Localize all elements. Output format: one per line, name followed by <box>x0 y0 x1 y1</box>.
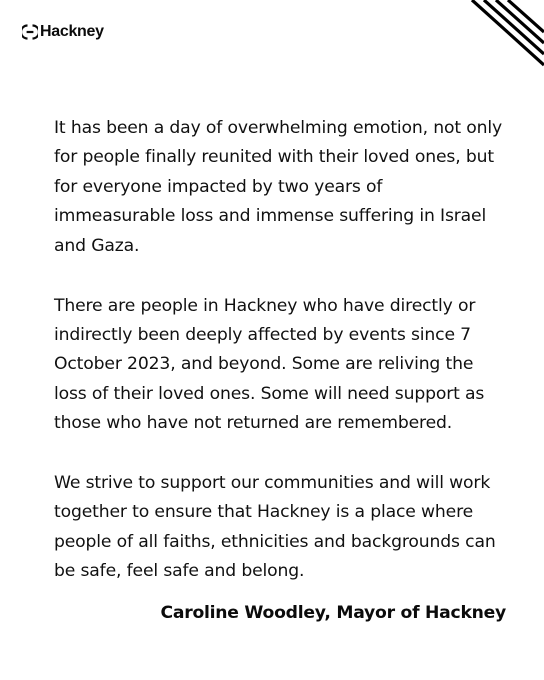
hackney-logo <box>22 24 104 40</box>
statement-paragraph: We strive to support our communities and will work together to ensure that Hackney is a place where people of all faiths, ethnicities and backgrounds can be safe, feel safe and belong. <box>54 473 496 582</box>
logo-wordmark: Hackney <box>40 23 104 40</box>
statement-paragraph: It has been a day of overwhelming emotion, not only for people finally reunited with their loved ones, but for everyone impacted by two years of immeasurable loss and immense suffering in Israel and Gaza. <box>54 118 503 256</box>
signature: Caroline Woodley, Mayor of Hackney <box>160 603 506 623</box>
hackney-h-mark-icon <box>22 24 38 40</box>
mourning-stripes-icon <box>452 0 544 72</box>
statement-body <box>54 114 504 617</box>
statement-paragraph: There are people in Hackney who have directly or indirectly been deeply affected by events since 7 October 2023, and beyond. Some are reliving the loss of their loved ones. Some will need support as those who have not returned are remembered. <box>54 295 485 434</box>
